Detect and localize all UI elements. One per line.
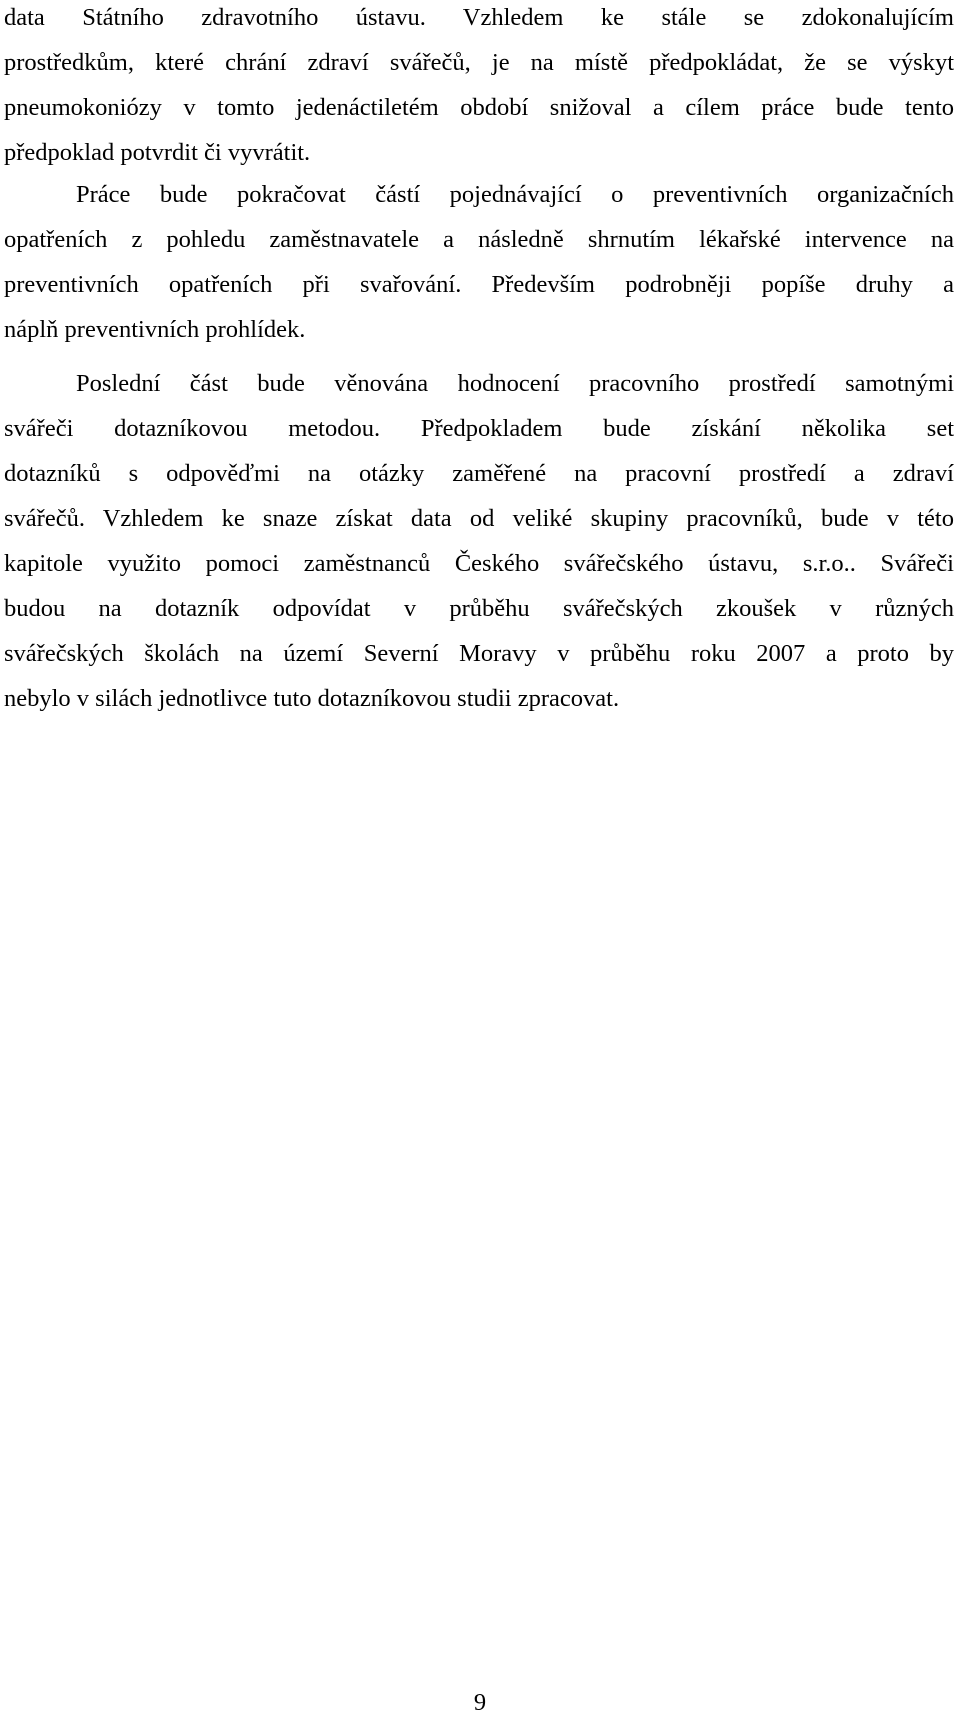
paragraph-line: prostředkům, které chrání zdraví svářečů, je na místě předpokládat, že se výskyt (4, 49, 954, 76)
paragraph-line: opatřeních z pohledu zaměstnavatele a následně shrnutím lékařské intervence na (4, 226, 954, 253)
paragraph-line: nebylo v silách jednotlivce tuto dotazníkovou studii zpracovat. (4, 685, 620, 712)
paragraph-line: pneumokoniózy v tomto jedenáctiletém období snižoval a cílem práce bude tento (4, 94, 954, 121)
paragraph-line: Poslední část bude věnována hodnocení pracovního prostředí samotnými (76, 370, 954, 397)
paragraph-line: preventivních opatřeních při svařování. Především podrobněji popíše druhy a (4, 271, 954, 298)
paragraph-preventive-measures (4, 172, 954, 352)
paragraph-line: svářečů. Vzhledem ke snaze získat data od veliké skupiny pracovníků, bude v této (4, 505, 954, 532)
paragraph-line: budou na dotazník odpovídat v průběhu svářečských zkoušek v různých (4, 595, 954, 622)
paragraph-line: data Státního zdravotního ústavu. Vzhledem ke stále se zdokonalujícím (4, 4, 954, 31)
paragraph-line: svářeči dotazníkovou metodou. Předpokladem bude získání několika set (4, 415, 954, 442)
paragraph-questionnaire (4, 361, 954, 721)
paragraph-line: svářečských školách na území Severní Moravy v průběhu roku 2007 a proto by (4, 640, 954, 667)
paragraph-line: kapitole využito pomoci zaměstnanců Českého svářečského ústavu, s.r.o.. Svářeči (4, 550, 954, 577)
paragraph-line: Práce bude pokračovat částí pojednávající o preventivních organizačních (76, 181, 954, 208)
page-number: 9 (473, 1689, 487, 1716)
paragraph-pneumoconiosis (4, 0, 954, 175)
paragraph-line: náplň preventivních prohlídek. (4, 316, 306, 343)
paragraph-line: předpoklad potvrdit či vyvrátit. (4, 139, 311, 166)
paragraph-line: dotazníků s odpověďmi na otázky zaměřené na pracovní prostředí a zdraví (4, 460, 954, 487)
